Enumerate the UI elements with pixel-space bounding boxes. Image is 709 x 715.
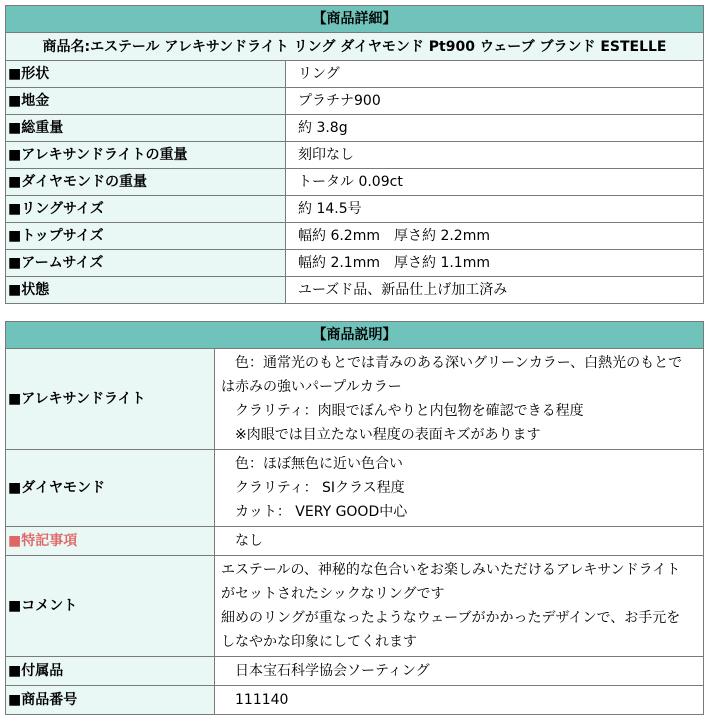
- row-label: ■商品番号: [6, 686, 215, 715]
- table-row: [6, 88, 704, 115]
- row-label: ■アームサイズ: [6, 250, 286, 277]
- row-value: [215, 657, 704, 686]
- text-line: 細めのリングが重なったようなウェーブがかかったデザインで、お手元を: [221, 610, 681, 626]
- row-value: トータル 0.09ct: [286, 169, 704, 196]
- row-label-special-notes: ■特記事項: [6, 527, 215, 556]
- row-value: 刻印なし: [286, 142, 704, 169]
- text-line: なし: [221, 533, 263, 549]
- table-row: [6, 556, 704, 657]
- text-line: 日本宝石科学協会ソーティング: [221, 663, 430, 679]
- product-description-table: [5, 321, 704, 715]
- row-label: ■地金: [6, 88, 286, 115]
- table-row: [6, 527, 704, 556]
- text-line: 色：ほぼ無色に近い色合い: [221, 456, 403, 472]
- row-value: プラチナ900: [286, 88, 704, 115]
- text-line: は赤みの強いパープルカラー: [221, 379, 402, 395]
- row-value: リング: [286, 61, 704, 88]
- table-row: [6, 223, 704, 250]
- product-details-table: [5, 5, 704, 304]
- row-label: ■付属品: [6, 657, 215, 686]
- product-name: 商品名:エステール アレキサンドライト リング ダイヤモンド Pt900 ウェーブ ブランド ESTELLE: [6, 33, 704, 61]
- table-row: [6, 450, 704, 527]
- row-value: ユーズド品、新品仕上げ加工済み: [286, 277, 704, 304]
- text-line: カット： VERY GOOD中心: [221, 504, 408, 520]
- text-line: しなやかな印象にしてくれます: [221, 634, 417, 650]
- row-label: ■アレキサンドライト: [6, 349, 215, 450]
- table-row: [6, 115, 704, 142]
- details-header: 【商品詳細】: [6, 6, 704, 33]
- row-label: ■ダイヤモンド: [6, 450, 215, 527]
- row-label: ■総重量: [6, 115, 286, 142]
- table-row: [6, 250, 704, 277]
- row-value: [215, 686, 704, 715]
- row-label: ■アレキサンドライトの重量: [6, 142, 286, 169]
- row-label: ■状態: [6, 277, 286, 304]
- row-value: 約 14.5号: [286, 196, 704, 223]
- text-line: がセットされたシックなリングです: [221, 586, 445, 602]
- text-line: 色：通常光のもとでは青みのある深いグリーンカラー、白熱光のもとで: [221, 355, 683, 371]
- table-row: [6, 61, 704, 88]
- table-row: [6, 686, 704, 715]
- row-value: [215, 349, 704, 450]
- row-value: [215, 556, 704, 657]
- row-value: 約 3.8g: [286, 115, 704, 142]
- row-label: ■リングサイズ: [6, 196, 286, 223]
- row-label: ■ダイヤモンドの重量: [6, 169, 286, 196]
- text-line: エステールの、神秘的な色合いをお楽しみいただけるアレキサンドライト: [221, 562, 681, 578]
- text-line: ※肉眼では目立たない程度の表面キズがあります: [221, 427, 541, 443]
- text-line: クラリティ： SIクラス程度: [221, 480, 405, 496]
- text-line: クラリティ：肉眼でぼんやりと内包物を確認できる程度: [221, 403, 584, 419]
- row-value: [215, 450, 704, 527]
- row-value: 幅約 6.2mm 厚さ約 2.2mm: [286, 223, 704, 250]
- row-label: ■コメント: [6, 556, 215, 657]
- table-row: [6, 169, 704, 196]
- row-value: 幅約 2.1mm 厚さ約 1.1mm: [286, 250, 704, 277]
- row-value: [215, 527, 704, 556]
- row-label: ■トップサイズ: [6, 223, 286, 250]
- text-line: 111140: [221, 692, 289, 708]
- table-row: [6, 657, 704, 686]
- description-header: 【商品説明】: [6, 322, 704, 349]
- row-label: ■形状: [6, 61, 286, 88]
- table-row: [6, 196, 704, 223]
- table-row: [6, 349, 704, 450]
- table-row: [6, 142, 704, 169]
- table-row: [6, 277, 704, 304]
